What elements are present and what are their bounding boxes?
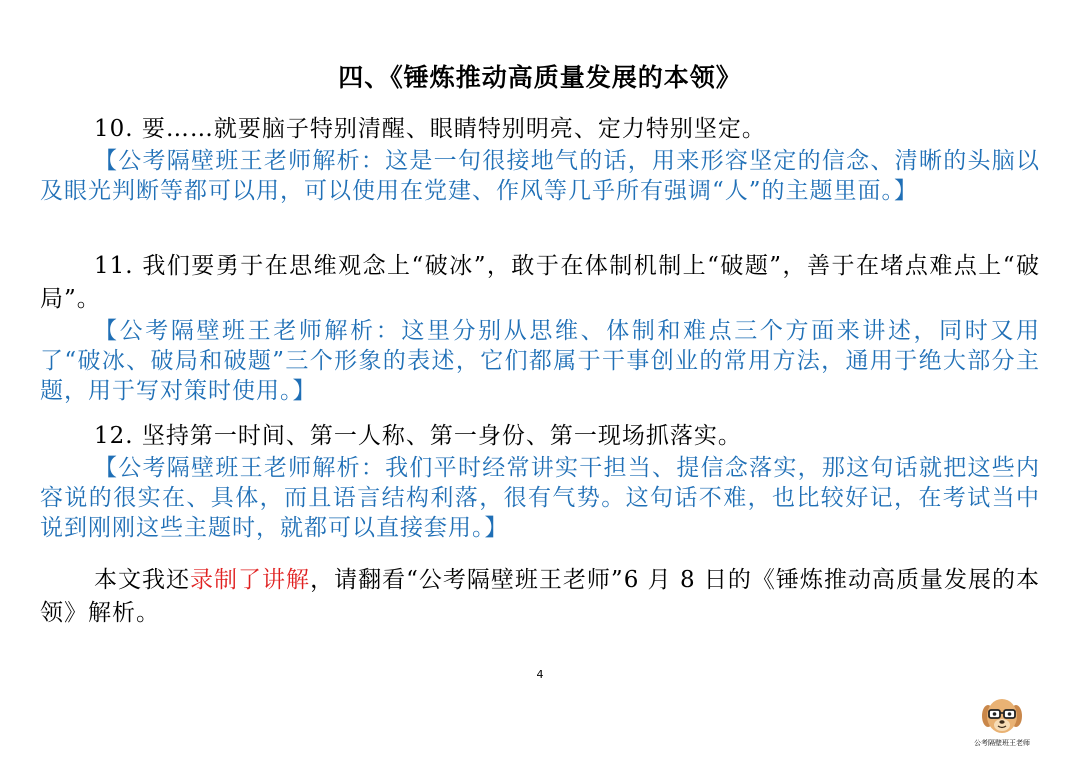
quote-item-12 [40, 420, 1040, 543]
note-text-before: 本文我还 [94, 567, 191, 593]
recording-highlight: 录制了讲解 [190, 567, 311, 593]
document-page [40, 0, 1040, 763]
quote-item-11 [40, 250, 1040, 406]
section-title: 四、《锤炼推动高质量发展的本领》 [338, 63, 742, 92]
quote-item-10 [40, 113, 1040, 206]
quote-text: 11. 我们要勇于在思维观念上“破冰”，敢于在体制机制上“破题”，善于在堵点难点上“破局”。 [40, 253, 1040, 312]
page-number: 4 [536, 668, 544, 681]
quote-analysis: 【公考隔壁班王老师解析：这里分别从思维、体制和难点三个方面来讲述，同时又用了“破冰、破局和破题”三个形象的表述，它们都属于干事创业的常用方法，通用于绝大部分主题，用于写对策时使用。】 [40, 318, 1040, 404]
logo-text: 公考隔壁班王老师 [974, 739, 1030, 747]
quote-analysis: 【公考隔壁班王老师解析：这是一句很接地气的话，用来形容坚定的信念、清晰的头脑以及眼光判断等都可以用，可以使用在党建、作风等几乎所有强调“人”的主题里面。】 [40, 148, 1040, 204]
dog-with-glasses-icon [980, 694, 1024, 738]
note-text-after: ，请翻看“公考隔壁班王老师”6 月 8 日的《锤炼推动高质量发展的本领》解析。 [40, 567, 1041, 626]
logo [962, 694, 1042, 754]
recording-note [40, 564, 1040, 630]
quote-analysis: 【公考隔壁班王老师解析：我们平时经常讲实干担当、提信念落实，那这句话就把这些内容说的很实在、具体，而且语言结构利落，很有气势。这句话不难，也比较好记，在考试当中说到刚刚这些主题时，就都可以直接套用。】 [40, 455, 1040, 541]
quote-text: 12. 坚持第一时间、第一人称、第一身份、第一现场抓落实。 [94, 423, 742, 449]
quote-text: 10. 要……就要脑子特别清醒、眼睛特别明亮、定力特别坚定。 [94, 116, 766, 142]
